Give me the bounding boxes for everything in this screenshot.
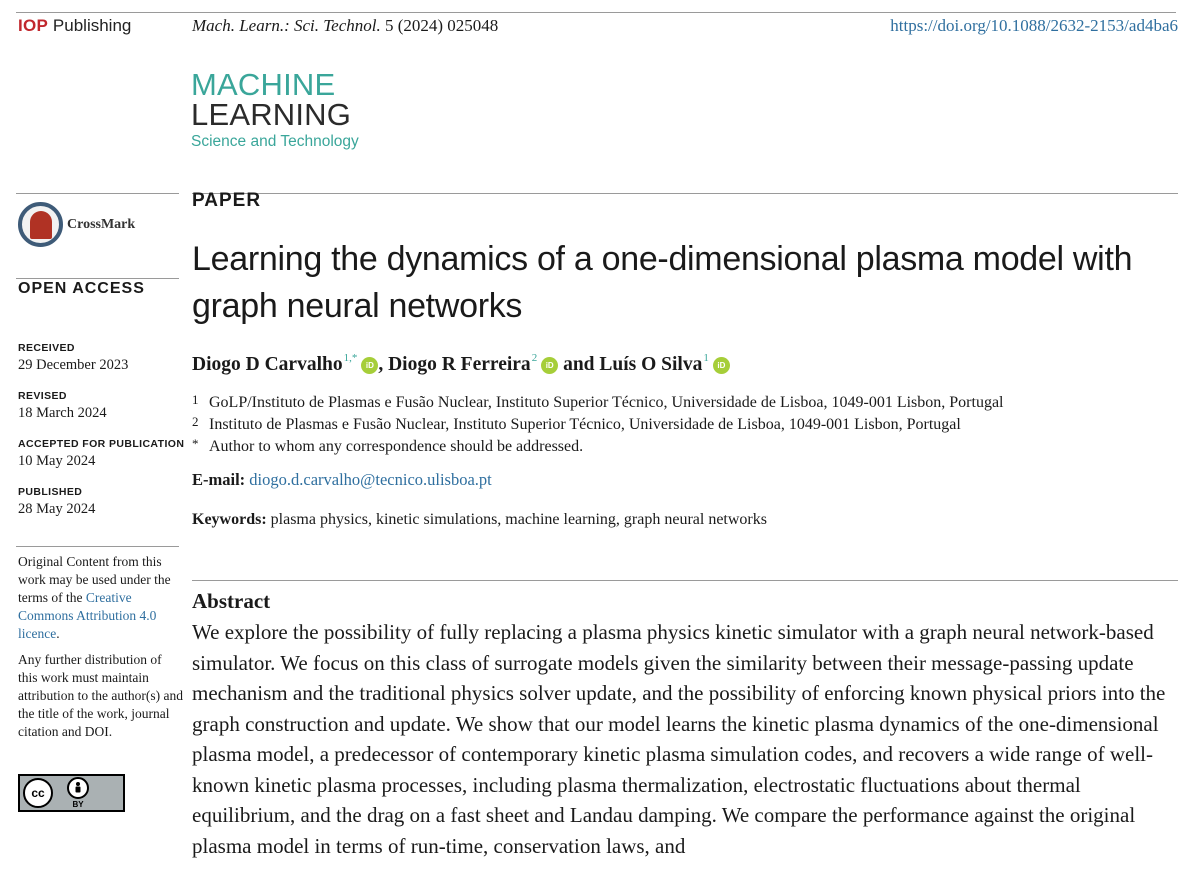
publisher-logo[interactable] [18,16,131,36]
cc-licence-link[interactable]: Creative Commons Attribution 4.0 licence [18,590,157,641]
attribution-person-icon [67,777,89,799]
date-value: 18 March 2024 [18,405,107,421]
affiliation-mark: * [192,436,199,451]
license-end: . [56,626,60,641]
affiliation-mark: 1 [192,392,199,407]
date-accepted [18,437,184,471]
keywords [192,511,767,529]
sidebar-rule-top [16,193,179,194]
author-name[interactable]: Diogo R Ferreira [388,354,531,375]
cc-by-badge[interactable] [18,774,125,812]
publisher-logo-iop: IOP [18,16,49,35]
orcid-icon[interactable]: iD [713,357,730,374]
email-label: E-mail: [192,470,246,489]
main-rule-abstract [192,580,1178,581]
journal-volume: 5 [384,16,394,35]
by-label: BY [72,800,84,809]
orcid-icon[interactable]: iD [541,357,558,374]
abstract-text: We explore the possibility of fully replacing a plasma physics kinetic simulator with a graph neural network-based simulator. We focus on this class of surrogate models given the similarity between their message-passing update mechanism and the traditional physics solver update, and the possibility of enforcing known physical priors into the graph construction and update. We show that our model learns the kinetic plasma dynamics of the one-dimensional plasma model, a predecessor of contemporary kinetic plasma simulation codes, and recovers a wide range of well-known kinetic plasma processes, including plasma thermalization, electrostatic fluctuations about thermal equilibrium, and the drag on a fast sheet and Landau damping. We compare the performance against the original plasma model in terms of run-time, conservation laws, and [192,620,1166,858]
date-value: 29 December 2023 [18,357,129,373]
date-published [18,485,95,519]
sidebar-rule-bottom [16,546,179,547]
publisher-logo-text: Publishing [52,16,132,35]
affiliation-text: Instituto de Plasmas e Fusão Nuclear, Instituto Superior Técnico, Universidade de Lisboa, 1049-001 Lisbon, Portugal [209,416,961,433]
license-note [18,553,183,741]
affiliation-text: Author to whom any correspondence should be addressed. [209,438,584,455]
article-title: Learning the dynamics of a one-dimensional plasma model with graph neural networks [192,240,1133,325]
crossmark-label: CrossMark [67,216,136,232]
affiliation-list [192,392,1004,458]
journal-year-article: (2024) 025048 [397,16,499,35]
journal-abbrev: Mach. Learn.: Sci. Technol. [192,16,381,35]
author-affil-sup: 1 [703,352,709,364]
by-section [67,777,89,809]
cc-icon: cc [23,778,53,808]
header-rule [16,12,1176,13]
author-affil-sup: 2 [531,352,538,364]
date-label: RECEIVED [18,342,75,354]
author-name[interactable]: Diogo D Carvalho [192,354,343,375]
crossmark-button[interactable] [18,202,135,247]
crossmark-icon [18,202,63,247]
journal-logo-line1: MACHINE [191,67,336,102]
email-link[interactable]: diogo.d.carvalho@tecnico.ulisboa.pt [249,470,492,489]
author-affil-sup: 1,* [343,352,358,364]
date-label: PUBLISHED [18,486,83,498]
affiliation-item [192,436,1004,458]
distribution-paragraph: Any further distribution of this work must maintain attribution to the author(s) and the title of the work, journal citation and DOI. [18,652,183,739]
date-label: ACCEPTED FOR PUBLICATION [18,438,185,450]
doi-link[interactable]: https://doi.org/10.1088/2632-2153/ad4ba6 [890,16,1178,35]
journal-logo[interactable] [191,67,359,152]
affiliation-mark: 2 [192,414,199,429]
author-name[interactable]: Luís O Silva [599,354,703,375]
orcid-icon[interactable]: iD [361,357,378,374]
date-value: 10 May 2024 [18,453,96,469]
article-type-label: PAPER [192,190,262,211]
license-paragraph [18,553,183,643]
abstract-heading: Abstract [192,589,271,613]
author-separator: and [563,354,595,375]
author-list [192,354,730,376]
corresponding-email [192,470,492,490]
date-value: 28 May 2024 [18,501,96,517]
open-access-label: OPEN ACCESS [18,280,145,297]
sidebar-rule-mid [16,278,179,279]
affiliation-text: GoLP/Instituto de Plasmas e Fusão Nuclear, Instituto Superior Técnico, Universidade de Lisboa, 1049-001 Lisbon, Portugal [209,394,1004,411]
date-revised [18,389,107,423]
keywords-label: Keywords: [192,511,267,528]
date-label: REVISED [18,390,67,402]
journal-logo-line2: LEARNING [191,97,352,132]
license-text: Original Content from this work may be used under the terms of the [18,554,171,605]
journal-logo-subtitle: Science and Technology [191,133,359,150]
affiliation-item [192,392,1004,414]
main-rule-top [192,193,1178,194]
journal-citation [192,16,498,36]
date-received [18,341,128,375]
keywords-text: plasma physics, kinetic simulations, machine learning, graph neural networks [270,511,767,528]
affiliation-item [192,414,1004,436]
author-separator: , [378,354,384,375]
